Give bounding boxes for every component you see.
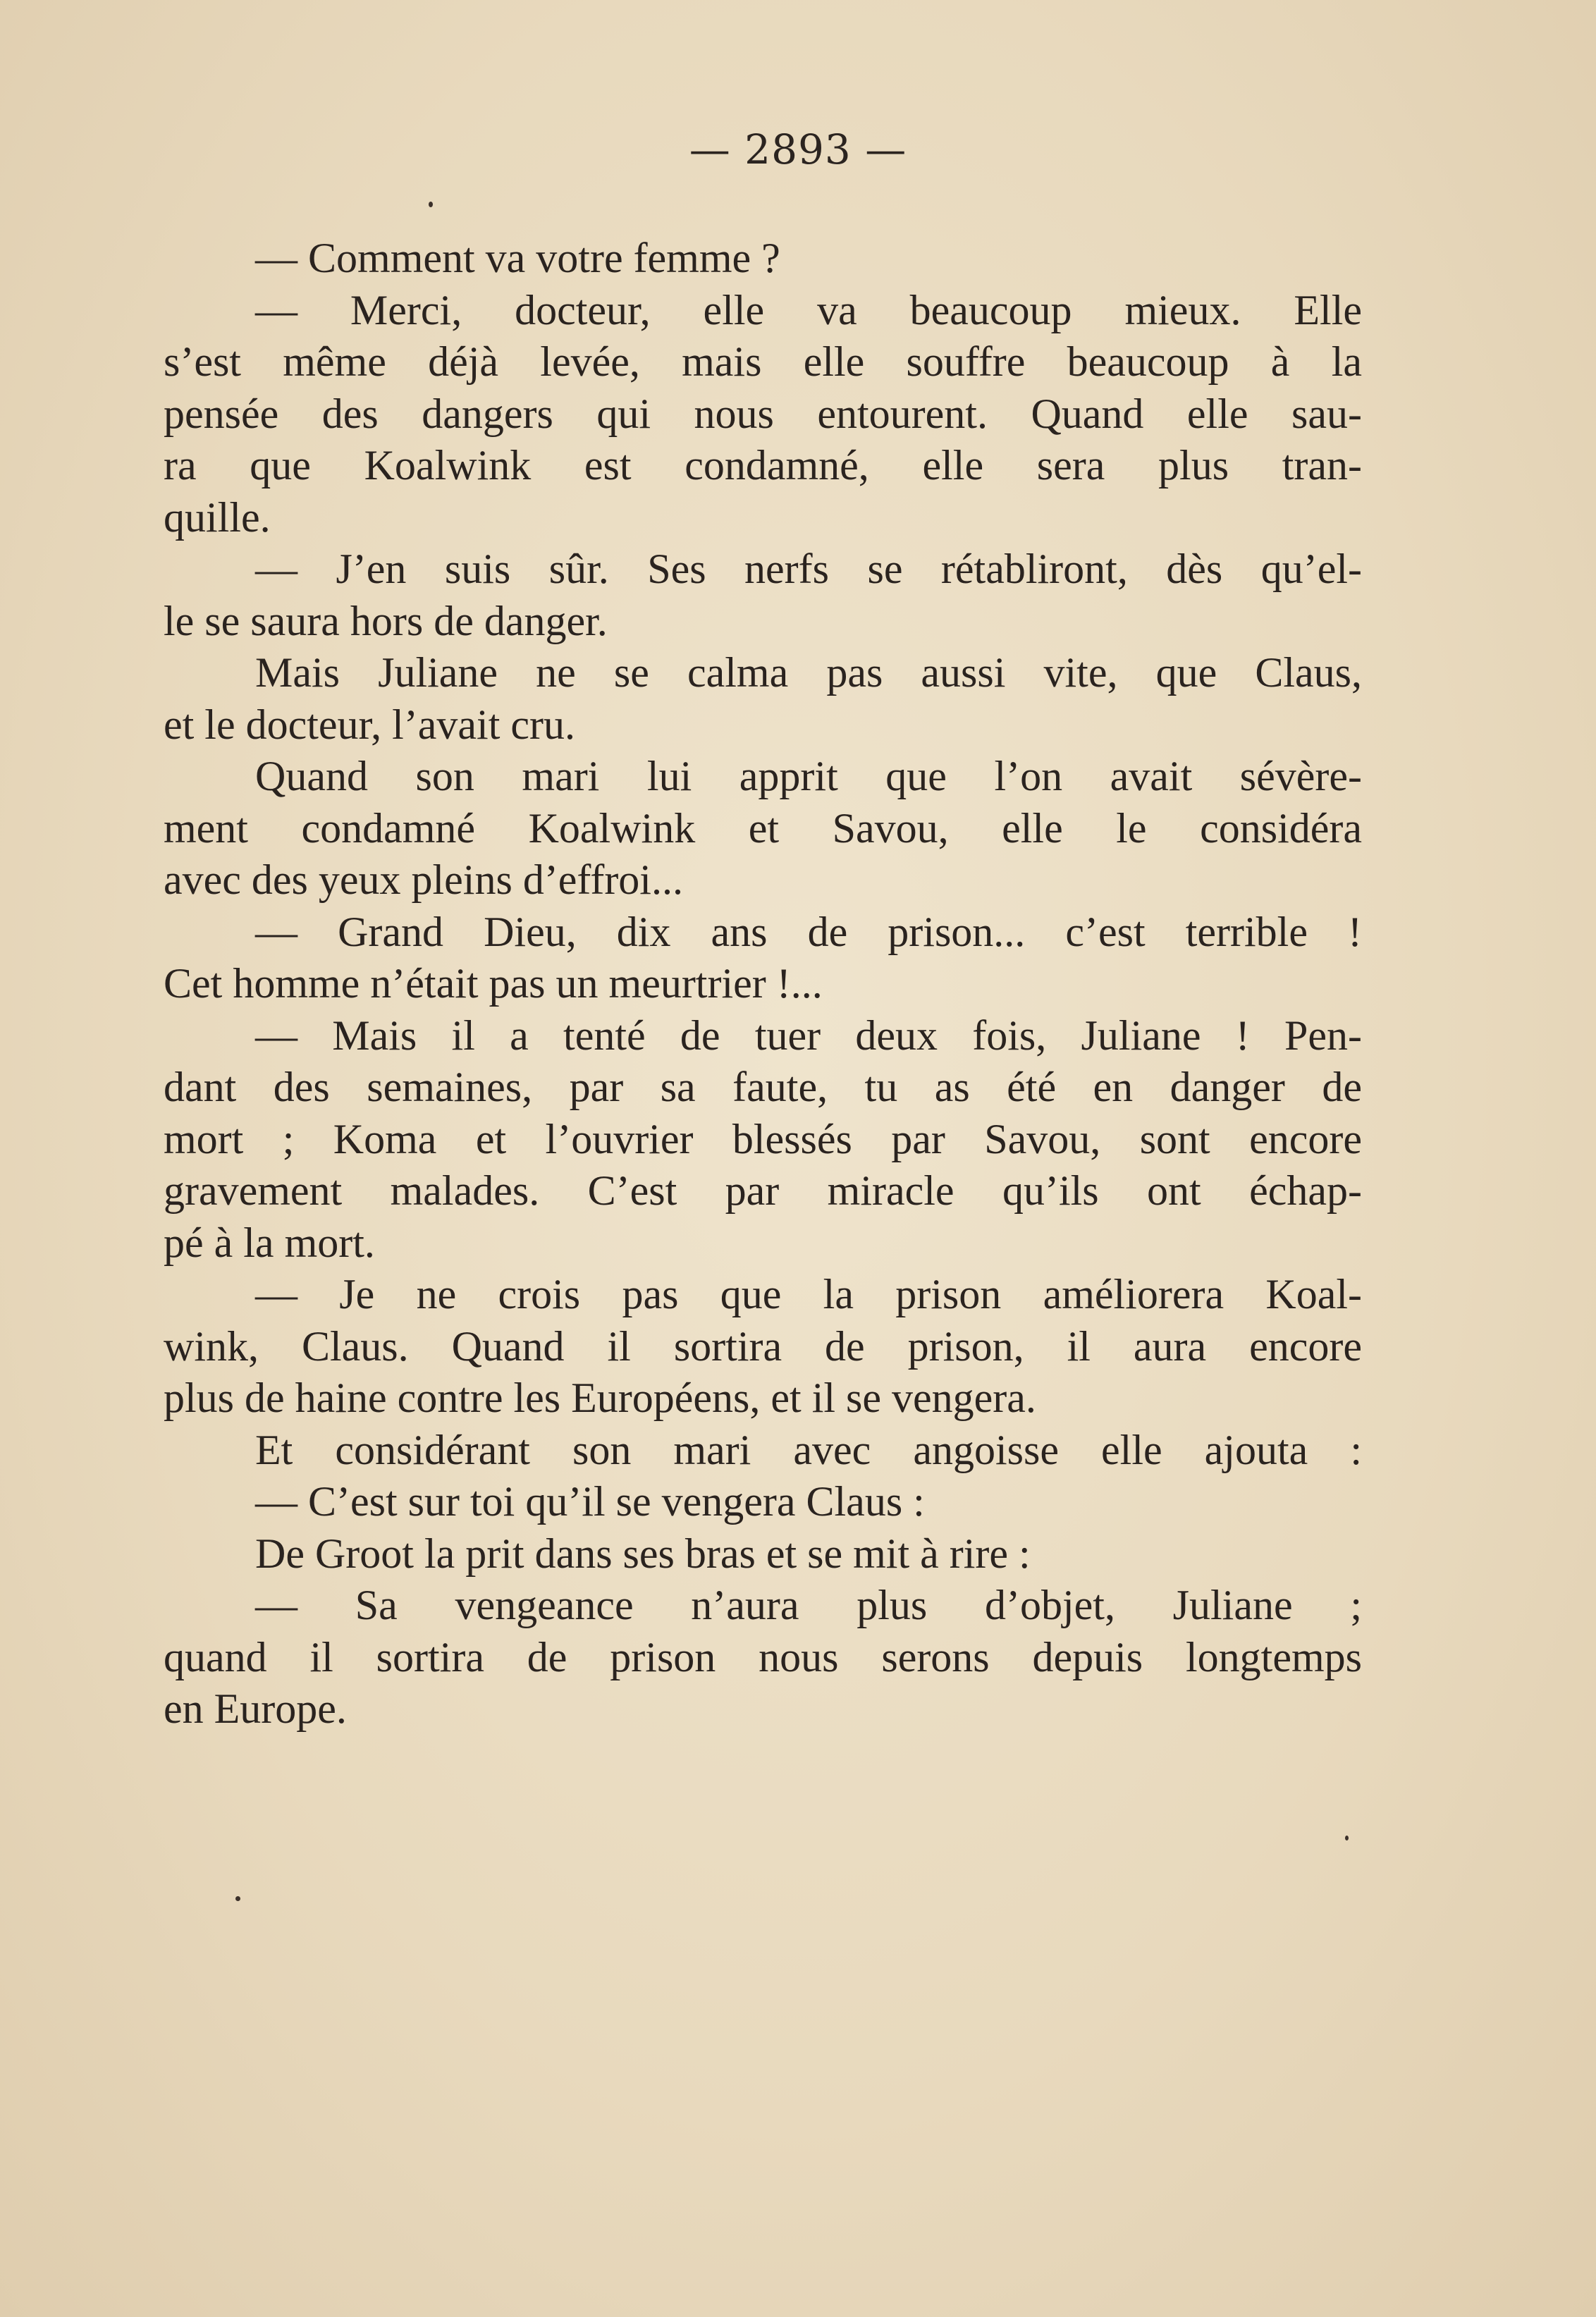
text-line: De Groot la prit dans ses bras et se mit à rire : [255, 1530, 1031, 1577]
body-text [164, 233, 1362, 1735]
text-line: — J’en suis sûr. Ses nerfs se rétabliront, dès qu’el- [255, 546, 1362, 592]
paper-speck [235, 1896, 240, 1901]
text-line: dant des semaines, par sa faute, tu as été en danger de [164, 1064, 1362, 1110]
text-line: en Europe. [164, 1685, 347, 1732]
text-line: wink, Claus. Quand il sortira de prison, il aura encore [164, 1322, 1362, 1370]
paper-speck [1345, 1836, 1349, 1840]
text-line: gravement malades. C’est par miracle qu’ils ont échap- [164, 1167, 1362, 1214]
text-line: mort ; Koma et l’ouvrier blessés par Savou, sont encore [164, 1115, 1362, 1162]
text-line: le se saura hors de danger. [164, 597, 608, 644]
text-line: s’est même déjà levée, mais elle souffre beaucoup à la [164, 338, 1362, 385]
text-line: pé à la mort. [164, 1219, 375, 1266]
paper-speck [429, 202, 433, 207]
text-line: — Sa vengeance n’aura plus d’objet, Juliane ; [255, 1582, 1362, 1628]
text-line: plus de haine contre les Européens, et il se vengera. [164, 1375, 1036, 1421]
text-line: — Comment va votre femme ? [255, 235, 780, 281]
text-line: Cet homme n’était pas un meurtrier !... [164, 960, 823, 1007]
text-line: — Mais il a tenté de tuer deux fois, Juliane ! Pen- [255, 1012, 1362, 1059]
text-line: et le docteur, l’avait cru. [164, 701, 575, 748]
text-line: quille. [164, 493, 271, 541]
text-line: — Grand Dieu, dix ans de prison... c’est terrible ! [255, 908, 1362, 955]
text-line: Quand son mari lui apprit que l’on avait sévère- [255, 753, 1362, 799]
page-number: — 2893 — [689, 125, 907, 173]
text-line: — Merci, docteur, elle va beaucoup mieux. Elle [255, 286, 1362, 333]
text-line: ment condamné Koalwink et Savou, elle le considéra [164, 804, 1362, 852]
text-line: — C’est sur toi qu’il se vengera Claus : [255, 1478, 925, 1525]
text-line: pensée des dangers qui nous entourent. Quand elle sau- [164, 390, 1362, 437]
text-line: — Je ne crois pas que la prison améliorera Koal- [255, 1271, 1362, 1317]
text-line: quand il sortira de prison nous serons depuis longtemps [164, 1633, 1362, 1680]
text-line: Mais Juliane ne se calma pas aussi vite, que Claus, [255, 649, 1362, 696]
text-line: ra que Koalwink est condamné, elle sera plus tran- [164, 442, 1362, 488]
text-line: Et considérant son mari avec angoisse elle ajouta : [255, 1426, 1362, 1473]
text-line: avec des yeux pleins d’effroi... [164, 856, 683, 903]
